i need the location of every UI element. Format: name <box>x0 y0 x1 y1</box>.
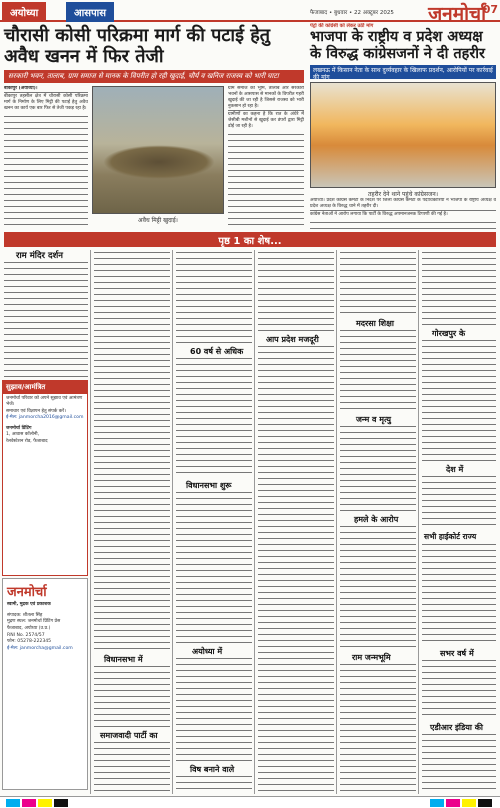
subhead-aap-majdoori: आप प्रदेश मजदूरी <box>266 335 319 344</box>
subhead-madrasa: मदरसा शिक्षा <box>356 319 394 328</box>
subhead-sabhi-highcourt: सभी हाईकोर्ट राज्य <box>424 532 477 541</box>
suggestions-line: 1, आवास कॉलोनी, <box>6 432 40 438</box>
col6-text-c <box>422 476 496 530</box>
subhead-janm-mrityu: जन्म व मृत्यु <box>356 415 392 424</box>
col2-text-c <box>94 742 170 794</box>
col6-text-d <box>422 544 496 646</box>
black-swatch <box>54 799 68 807</box>
section-label-secondary[interactable]: आसपास <box>66 2 114 22</box>
cyan-swatch <box>430 799 444 807</box>
magenta-swatch <box>446 799 460 807</box>
column-divider <box>336 250 337 794</box>
subhead-desh-me: देश में <box>446 465 464 474</box>
subhead-vidhansabha-shuru: विधानसभा शुरू <box>186 481 232 490</box>
subhead-adr: एडीआर इंडिया की <box>430 723 484 732</box>
col1-text <box>4 262 88 378</box>
subhead-samajwadi: समाजवादी पार्टी का <box>100 731 158 740</box>
right-story-photo[interactable] <box>310 82 496 188</box>
col6-text-b <box>422 340 496 462</box>
right-story-photo-caption: तहरीर देने थाने पहुंचे कांग्रेसजन। <box>368 191 438 198</box>
imprint-lines <box>3 611 87 655</box>
subhead-hamle: हमले के आरोप <box>354 515 399 524</box>
column-divider <box>254 250 255 794</box>
suggestions-box-title: सुझाव/आमंत्रित <box>3 381 87 394</box>
right-story-deck: लखनऊ में किसान नेता के साथ दुर्व्यवहार के खिलाफ प्रदर्शन, आरोपियों पर कार्रवाई की मांग <box>310 65 496 79</box>
imprint-line: फैजाबाद, अयोध्या (उ.प्र.) <box>7 625 51 631</box>
suggestions-line: रेलवेस्टेशन रोड, फैजाबाद <box>6 438 48 444</box>
col5-text-e <box>340 664 416 794</box>
suggestions-line: समाचार एवं विज्ञापन हेतु संपर्क करें। <box>6 408 66 414</box>
cyan-swatch <box>6 799 20 807</box>
col2-text <box>94 252 170 650</box>
col6-text <box>422 252 496 326</box>
subhead-vidhansabha-me: विधानसभा में <box>104 655 143 664</box>
imprint-box <box>2 578 88 790</box>
imprint-masthead: जनमोर्चा <box>7 585 47 600</box>
col4-text-b <box>258 346 334 794</box>
left-story-para-3: ग्रामीणों का कहना है कि रात के अंधेरे में जेसीबी मशीनों से खुदाई कर डंपरों द्वारा मिट्टी ढोई जा रही है। <box>228 111 304 129</box>
left-story-deck: सरकारी भवन, तालाब, ग्राम समाज से मानक के विपरीत हो रही खुदाई, चौर्य व खनिज राजस्व को भारी घाटा <box>4 70 304 83</box>
print-registration-strip <box>0 796 500 808</box>
imprint-line: संपादक: शीतला सिंह <box>7 612 43 618</box>
right-story-body <box>310 198 496 230</box>
left-story-headline[interactable]: चौरासी कोसी परिक्रमा मार्ग की पटाई हेतु अवैध खनन में फिर तेजी <box>4 25 271 67</box>
subhead-ayodhya-me: अयोध्या में <box>192 647 223 656</box>
col5-text <box>340 252 416 316</box>
imprint-email[interactable]: ई-मेल: janmorcha@gmail.com <box>7 645 73 651</box>
suggestions-box-body <box>3 394 87 447</box>
col3-text-e <box>176 776 252 794</box>
right-story-kicker: पेट्रो की कांग्रेसी को लेकर उठी मांग <box>310 23 374 29</box>
left-story-para-1: बीकापुर तहसील क्षेत्र में चौरासी कोसी परिक्रमा मार्ग के निर्माण के लिए मिट्टी की पटाई हेतु अवैध खनन का कार्य एक बार फिर से तेजी पकड़ रहा है। <box>4 93 88 111</box>
left-story-photo-caption: अवैध मिट्टी खुदाई। <box>138 217 178 224</box>
masthead: जनमोर्चा <box>428 3 486 25</box>
right-story-para-2: कांग्रेस नेताओं ने आरोप लगाया कि पार्टी के विरुद्ध अपमानजनक टिप्पणी की गई है। <box>310 212 496 218</box>
suggestions-box <box>2 380 88 576</box>
left-story-body-col2 <box>228 86 304 230</box>
column-divider <box>418 250 419 794</box>
imprint-line: RNI No. 2574/57 <box>7 632 45 638</box>
page-header <box>0 0 500 25</box>
column-divider <box>172 250 173 794</box>
section-label-primary[interactable]: अयोध्या <box>2 2 46 22</box>
subhead-sabar-varsh: सभर वर्ष में <box>440 649 474 658</box>
col3-text-d <box>176 658 252 762</box>
yellow-swatch <box>38 799 52 807</box>
continuation-band: पृष्ठ 1 का शेष... <box>4 232 496 247</box>
left-story-photo[interactable] <box>92 86 224 214</box>
page-number: 07 <box>482 3 498 16</box>
col3-text <box>176 252 252 344</box>
yellow-swatch <box>462 799 476 807</box>
suggestions-email[interactable]: ई-मेल: janmorcha2016@gmail.com <box>6 415 84 421</box>
subhead-60-plus: 60 वर्ष से अधिक <box>190 347 244 356</box>
imprint-line: फोन: 05278-222345 <box>7 639 52 645</box>
imprint-line: मुद्रण स्थल: जनमोर्चा प्रिंटिंग प्रेस <box>7 619 61 625</box>
black-swatch <box>478 799 492 807</box>
col3-text-c <box>176 492 252 644</box>
subhead-ram-janmbhumi: राम जन्मभूमि <box>352 653 391 662</box>
subhead-ram-mandir: राम मंदिर दर्शन <box>16 251 63 261</box>
col5-text-b <box>340 330 416 412</box>
col6-text-f <box>422 734 496 794</box>
subhead-gorakhpur: गोरखपुर के <box>432 329 466 338</box>
left-story-para-2: ग्राम समाज की भूमि, तालाब और सरकारी भवनों के आसपास से मानकों के विपरीत गहरी खुदाई की जा रही है जिससे राजस्व को भारी नुकसान हो रहा है। <box>228 86 304 110</box>
left-story-byline: बीकापुर (अयोध्या)। <box>4 86 88 92</box>
right-story-para-1: अयोध्या। प्रदेश कांग्रेस कमेटी के निर्देश पर जिला कांग्रेस कमेटी के पदाधिकारियों ने भाजपा के राष्ट्रीय अध्यक्ष व प्रदेश अध्यक्ष के विरुद्ध थाने में तहरीर दी। <box>310 198 496 210</box>
subhead-vish-banane: विष बनाने वाले <box>190 765 235 774</box>
suggestions-line: जनमोर्चा प्रिंटिंग <box>6 425 32 431</box>
col4-text <box>258 252 334 332</box>
dateline: फैजाबाद • बुधवार • 22 अक्टूबर 2025 <box>310 10 394 16</box>
col5-text-d <box>340 526 416 650</box>
right-story-headline[interactable]: भाजपा के राष्ट्रीय व प्रदेश अध्यक्ष के विरुद्ध कांग्रेसजनों ने दी तहरीर <box>310 29 485 62</box>
col5-text-c <box>340 426 416 512</box>
imprint-tagline: स्वामी, मुद्रक एवं प्रकाशक <box>7 602 51 607</box>
suggestions-line: जनमोर्चा परिवार को अपने सुझाव एवं आमंत्रण भेजें। <box>6 396 83 408</box>
col6-text-e <box>422 660 496 720</box>
left-story-body-col1 <box>4 86 88 230</box>
column-divider <box>90 250 91 794</box>
col3-text-b <box>176 358 252 476</box>
col2-text-b <box>94 666 170 728</box>
magenta-swatch <box>22 799 36 807</box>
